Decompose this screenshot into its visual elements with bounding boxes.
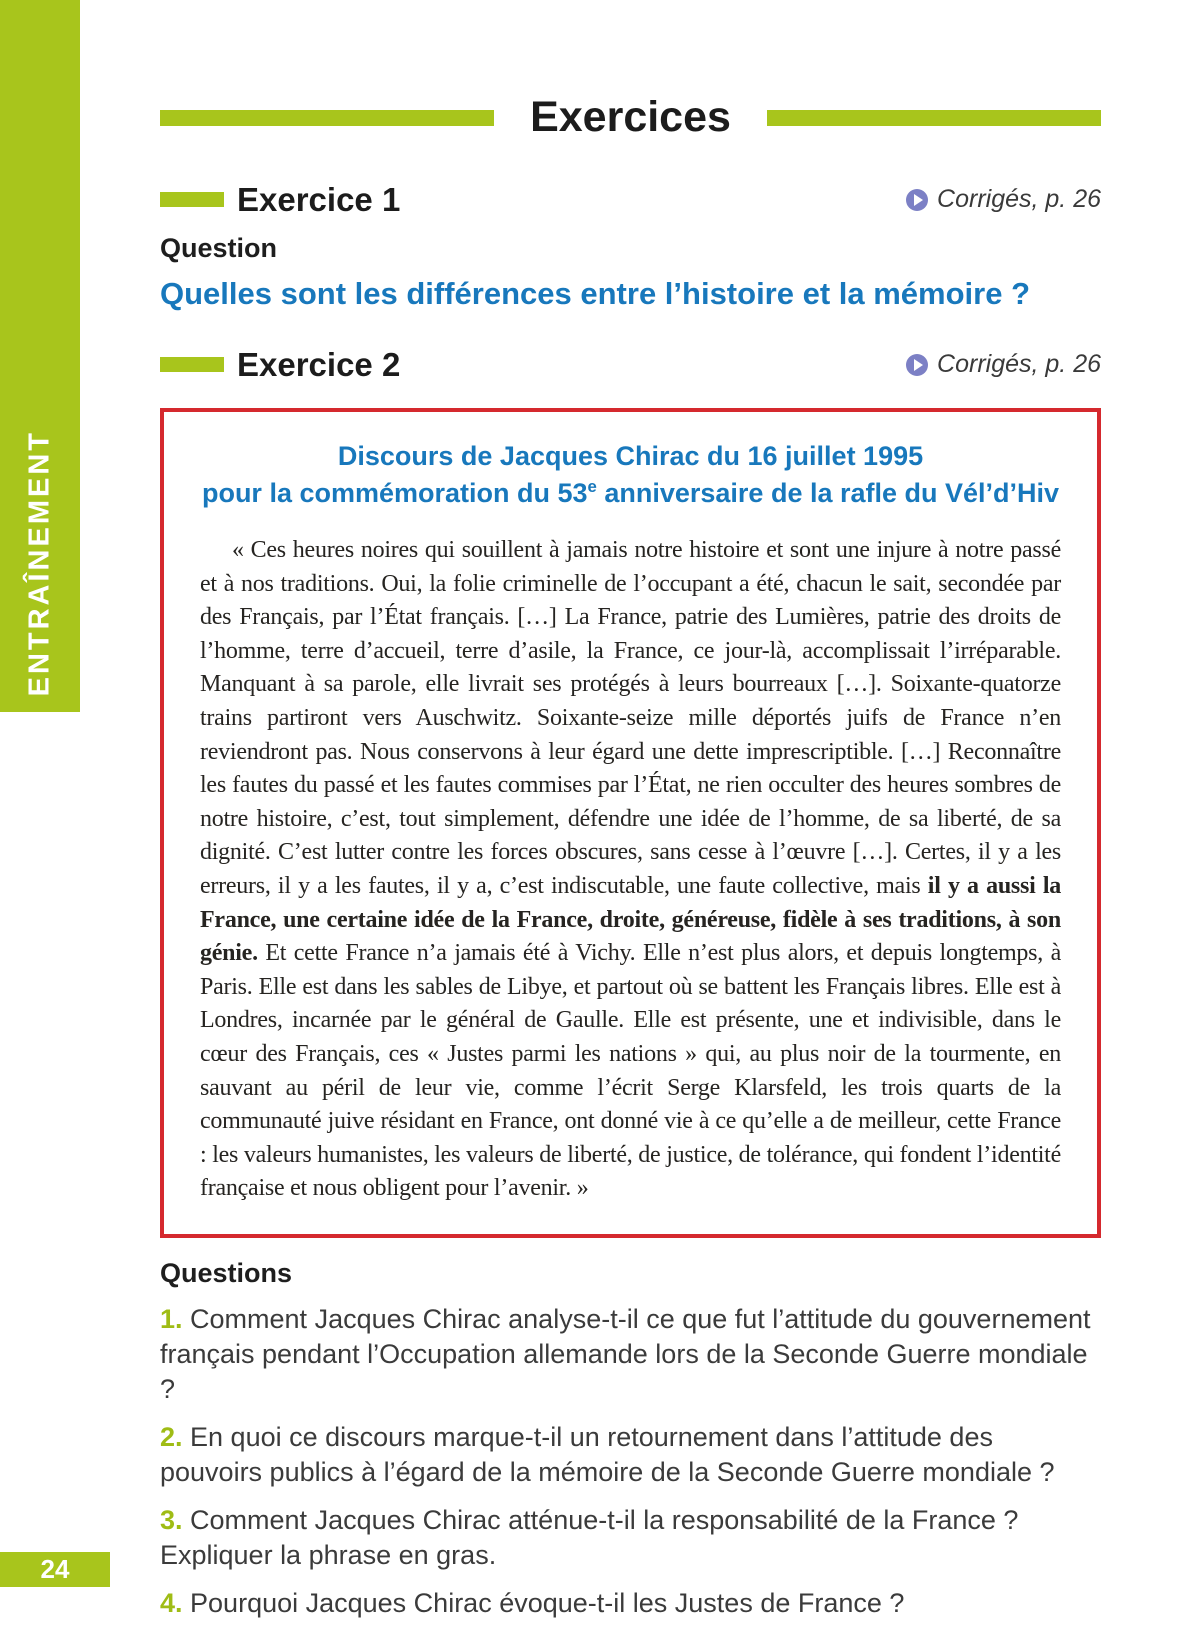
question-1-number: 1. xyxy=(160,1303,183,1334)
title-rule-right xyxy=(767,110,1101,126)
exercise1-question-text: Quelles sont les différences entre l’histoire et la mémoire ? xyxy=(160,276,1031,311)
question-item-2 xyxy=(160,1420,1101,1490)
quote-segment-2: Et cette France n’a jamais été à Vichy. Elle n’est plus alors, et depuis longtemps, à Paris. Elle est dans les sables de Libye, et partout où se battent les Français libres. Elle est à Londres, incarnée par le général de Gaulle. Elle est présente, une et indivisible, dans le cœur des Français, ces « Justes parmi les nations » qui, au plus noir de la tourmente, en sauvant au péril de leur vie, comme l’écrit Serge Klarsfeld, les trois quarts de la communauté juive résidant en France, ont donné vie à ce qu’elle a de meilleur, cette France : les valeurs humanistes, les valeurs de liberté, de justice, de tolérance, qui fondent l’identité française et nous obligent pour l’avenir. » xyxy=(200,940,1061,1202)
page-title: Exercices xyxy=(530,93,731,141)
document-title-superscript: e xyxy=(587,477,597,496)
page-number-tab xyxy=(0,1552,110,1587)
play-circle-icon xyxy=(906,189,928,211)
question-4-number: 4. xyxy=(160,1587,183,1618)
title-rule-left xyxy=(160,110,494,126)
chapter-side-tab xyxy=(0,0,80,712)
document-quote-text xyxy=(200,534,1061,1206)
question-item-4 xyxy=(160,1586,1101,1621)
exercise2-heading-row xyxy=(160,348,1101,381)
quote-segment-bold: il y a aussi la France, une certaine idée de la France, droite, généreuse, fidèle à ses traditions, à son génie. xyxy=(200,872,1062,967)
question-3-text: Comment Jacques Chirac atténue-t-il la responsabilité de la France ? Expliquer la phrase en gras. xyxy=(160,1504,1019,1570)
quote-segment-1: « Ces heures noires qui souillent à jamais notre histoire et sont une injure à notre passé et à nos traditions. Oui, la folie criminelle de l’occupant a été, chacun le sait, secondée par des Français, par l’État français. […] La France, patrie des Lumières, patrie des droits de l’homme, terre d’accueil, terre d’asile, la France, ce jour-là, accomplissait l’irréparable. Manquant à sa parole, elle livrait ses protégés à leurs bourreaux […]. Soixante-quatorze trains partiront vers Auschwitz. Soixante-seize mille déportés juifs de France n’en reviendront pas. Nous conservons à leur égard une dette imprescriptible. […] Reconnaître les fautes du passé et les fautes commises par l’État, ne rien occulter des heures sombres de notre histoire, c’est, tout simplement, défendre une idée de l’homme, de sa liberté, de sa dignité. C’est lutter contre les forces obscures, sans cesse à l’œuvre […]. Certes, il y a les erreurs, il y a les fautes, il y a, c’est indiscutable, une faute collective, mais xyxy=(200,537,1061,899)
questions-heading: Questions xyxy=(160,1257,293,1288)
document-title-line2-pre: pour la commémoration du 53 xyxy=(201,478,588,508)
exercise2-heading-rule xyxy=(160,357,224,372)
exercise1-heading-rule xyxy=(160,192,224,207)
page-content xyxy=(160,0,1101,1621)
chapter-side-tab-label: ENTRAÎNEMENT xyxy=(23,429,56,696)
question-1-text: Comment Jacques Chirac analyse-t-il ce que fut l’attitude du gouvernement français pendant l’Occupation allemande lors de la Seconde Guerre mondiale ? xyxy=(160,1303,1091,1404)
document-quote-box xyxy=(160,408,1101,1238)
page-title-row xyxy=(160,93,1101,141)
document-title-line2-post: anniversaire de la rafle du Vél’d’Hiv xyxy=(596,478,1060,508)
play-triangle-glyph xyxy=(914,194,923,206)
question-3-number: 3. xyxy=(160,1504,183,1535)
question-item-1 xyxy=(160,1302,1101,1407)
exercise1-corriges-ref xyxy=(906,185,1101,214)
question-2-text: En quoi ce discours marque-t-il un retournement dans l’attitude des pouvoirs publics à l’égard de la mémoire de la Seconde Guerre mondiale ? xyxy=(160,1421,1055,1487)
document-title xyxy=(200,438,1061,512)
exercise2-corriges-ref xyxy=(906,350,1101,379)
exercise2-title: Exercice 2 xyxy=(237,346,401,383)
play-circle-icon xyxy=(906,354,928,376)
play-triangle-glyph xyxy=(914,359,923,371)
question-item-3 xyxy=(160,1503,1101,1573)
page-number: 24 xyxy=(40,1554,70,1584)
question-2-number: 2. xyxy=(160,1421,183,1452)
exercise1-heading-row xyxy=(160,183,1101,216)
document-title-line1: Discours de Jacques Chirac du 16 juillet 1995 xyxy=(337,441,924,471)
exercise1-title: Exercice 1 xyxy=(237,181,401,218)
exercise1-question-label: Question xyxy=(160,233,278,263)
exercise2-corriges-label: Corrigés, p. 26 xyxy=(937,350,1101,378)
question-4-text: Pourquoi Jacques Chirac évoque-t-il les Justes de France ? xyxy=(182,1587,905,1618)
exercise1-corriges-label: Corrigés, p. 26 xyxy=(937,185,1101,213)
